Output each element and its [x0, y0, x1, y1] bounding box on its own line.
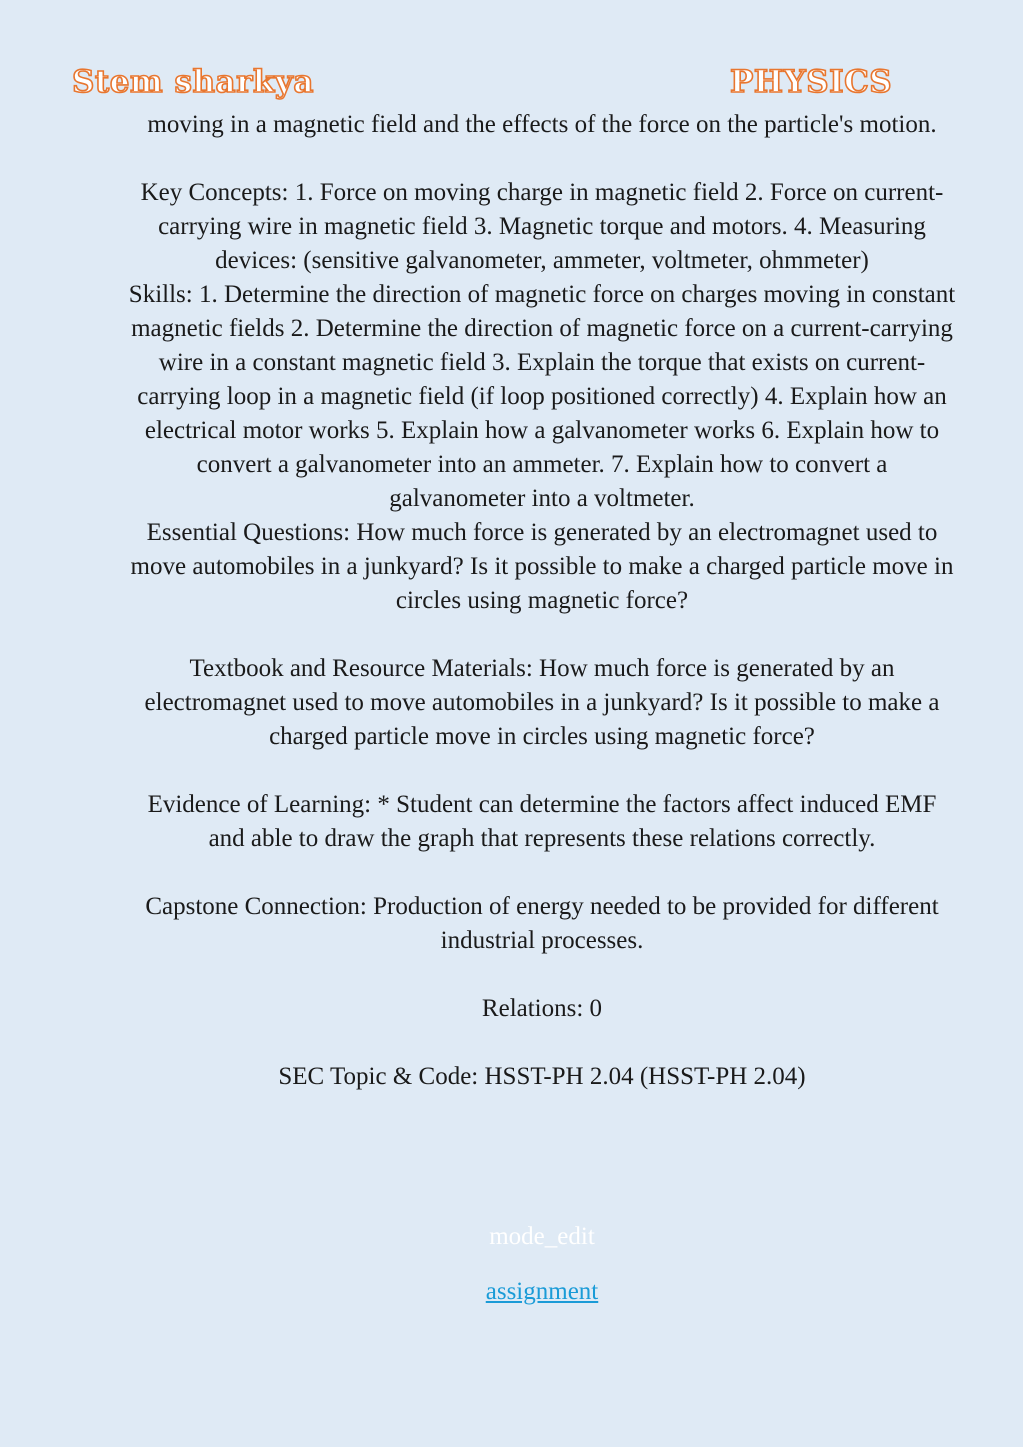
- textbook-materials-text: Textbook and Resource Materials: How much force is generated by an electromagnet used to move automobiles in a junkyard? Is it possible to make a charged particle move in circles using magnetic force?: [144, 655, 940, 750]
- intro-text: moving in a magnetic field and the effects of the force on the particle's motion.: [147, 111, 937, 138]
- key-concepts-text: Key Concepts: 1. Force on moving charge in magnetic field 2. Force on current-carrying wire in magnetic field 3. Magnetic torque and motors. 4. Measuring devices: (sensitive galvanometer, ammeter, voltmeter, ohmmeter): [140, 179, 944, 274]
- evidence-of-learning-text: Evidence of Learning: * Student can determine the factors affect induced EMF and able to draw the graph that represents these relations correctly.: [147, 791, 937, 852]
- document-body: [128, 108, 956, 1094]
- assignment-link-wrapper: [0, 1275, 1023, 1309]
- assignment-link[interactable]: assignment: [485, 1278, 599, 1305]
- sec-topic-text: SEC Topic & Code: HSST-PH 2.04 (HSST-PH 2.04): [278, 1063, 806, 1090]
- skills-text: Skills: 1. Determine the direction of magnetic force on charges moving in constant magnetic fields 2. Determine the direction of magnetic force on a current-carrying wire in a constant magnetic field 3. Explain the torque that exists on current-carrying loop in a magnetic field (if loop positioned correctly) 4. Explain how an electrical motor works 5. Explain how a galvanometer works 6. Explain how to convert a galvanometer into an ammeter. 7. Explain how to convert a galvanometer into a voltmeter.: [128, 281, 956, 512]
- capstone-connection-text: Capstone Connection: Production of energy needed to be provided for different industrial processes.: [145, 893, 939, 954]
- edit-icon[interactable]: mode_edit: [489, 1223, 595, 1250]
- brand-logo-left: Stem sharkya: [72, 64, 315, 100]
- relations-text: Relations: 0: [481, 995, 603, 1022]
- essential-questions-text: Essential Questions: How much force is generated by an electromagnet used to move automobiles in a junkyard? Is it possible to make a charged particle move in circles using magnetic force?: [130, 519, 954, 614]
- subject-title: PHYSICS: [730, 64, 893, 100]
